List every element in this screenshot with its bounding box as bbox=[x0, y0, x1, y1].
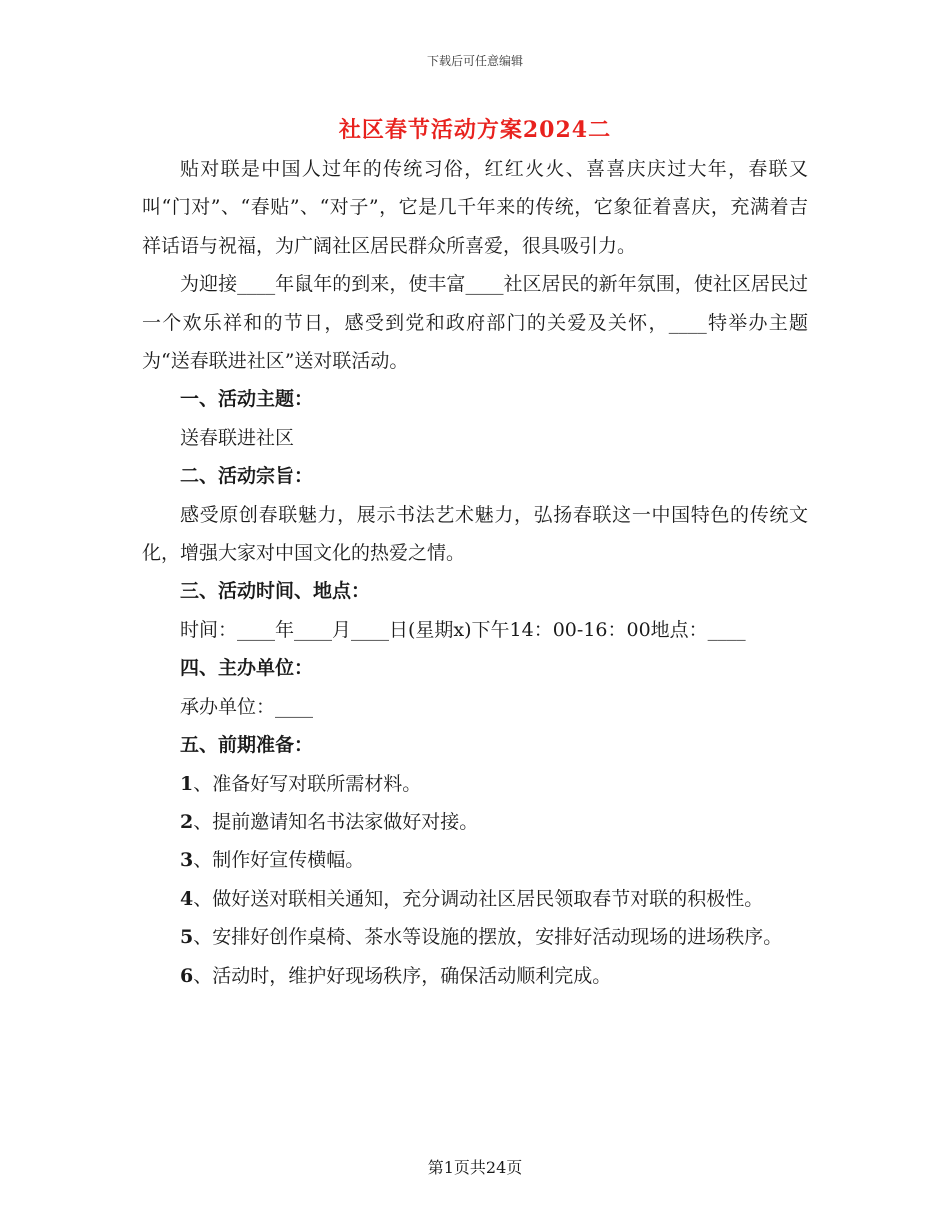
list-item bbox=[142, 918, 808, 956]
list-item-number: 4 bbox=[180, 887, 194, 910]
page-header-note: 下载后可任意编辑 bbox=[426, 54, 523, 68]
paragraph-time-place: 时间：____年____月____日(星期x)下午14：00-16：00地点：____ bbox=[180, 618, 746, 641]
list-item-number: 1 bbox=[180, 772, 194, 795]
list-item-text: 、做好送对联相关通知，充分调动社区居民领取春节对联的积极性。 bbox=[193, 887, 764, 910]
list-item-text: 、安排好创作桌椅、茶水等设施的摆放，安排好活动现场的进场秩序。 bbox=[193, 926, 783, 949]
paragraph-organizer: 承办单位：____ bbox=[180, 695, 314, 718]
list-item bbox=[142, 765, 808, 803]
paragraph-intro: 贴对联是中国人过年的传统习俗，红红火火、喜喜庆庆过大年，春联又叫“门对”、“春贴”、“对子”，它是几千年来的传统，它象征着喜庆，充满着吉祥话语与祝福，为广阔社区居民群众所喜爱，很具吸引力。 bbox=[142, 158, 808, 257]
section-heading-time-place: 三、活动时间、地点： bbox=[180, 580, 371, 603]
list-item bbox=[142, 841, 808, 879]
section-heading-organizer: 四、主办单位： bbox=[180, 657, 314, 680]
list-item bbox=[142, 957, 808, 995]
document-body bbox=[142, 150, 808, 995]
list-item bbox=[142, 803, 808, 841]
list-item-number: 6 bbox=[180, 964, 194, 987]
document-title: 社区春节活动方案2024二 bbox=[338, 117, 612, 143]
list-item-number: 2 bbox=[180, 810, 194, 833]
list-item-text: 、活动时，维护好现场秩序，确保活动顺利完成。 bbox=[193, 964, 612, 987]
list-item-number: 5 bbox=[180, 926, 194, 949]
list-item-text: 、准备好写对联所需材料。 bbox=[193, 772, 422, 795]
section-heading-preparation: 五、前期准备： bbox=[180, 734, 314, 757]
paragraph-theme: 送春联进社区 bbox=[180, 426, 295, 449]
paragraph-purpose: 为迎接____年鼠年的到来，使丰富____社区居民的新年氛围，使社区居民过一个欢乐祥和的节日，感受到党和政府部门的关爱及关怀，____特举办主题为“送春联进社区”送对联活动。 bbox=[142, 273, 808, 373]
section-heading-aim: 二、活动宗旨： bbox=[180, 465, 314, 488]
section-heading-theme: 一、活动主题： bbox=[180, 388, 314, 411]
page-footer-number: 第1页共24页 bbox=[427, 1158, 523, 1177]
list-item bbox=[142, 880, 808, 918]
list-item-number: 3 bbox=[180, 849, 194, 872]
list-item-text: 、提前邀请知名书法家做好对接。 bbox=[193, 810, 479, 833]
paragraph-aim: 感受原创春联魅力，展示书法艺术魅力，弘扬春联这一中国特色的传统文化，增强大家对中国文化的热爱之情。 bbox=[142, 503, 808, 565]
list-item-text: 、制作好宣传横幅。 bbox=[193, 849, 365, 872]
